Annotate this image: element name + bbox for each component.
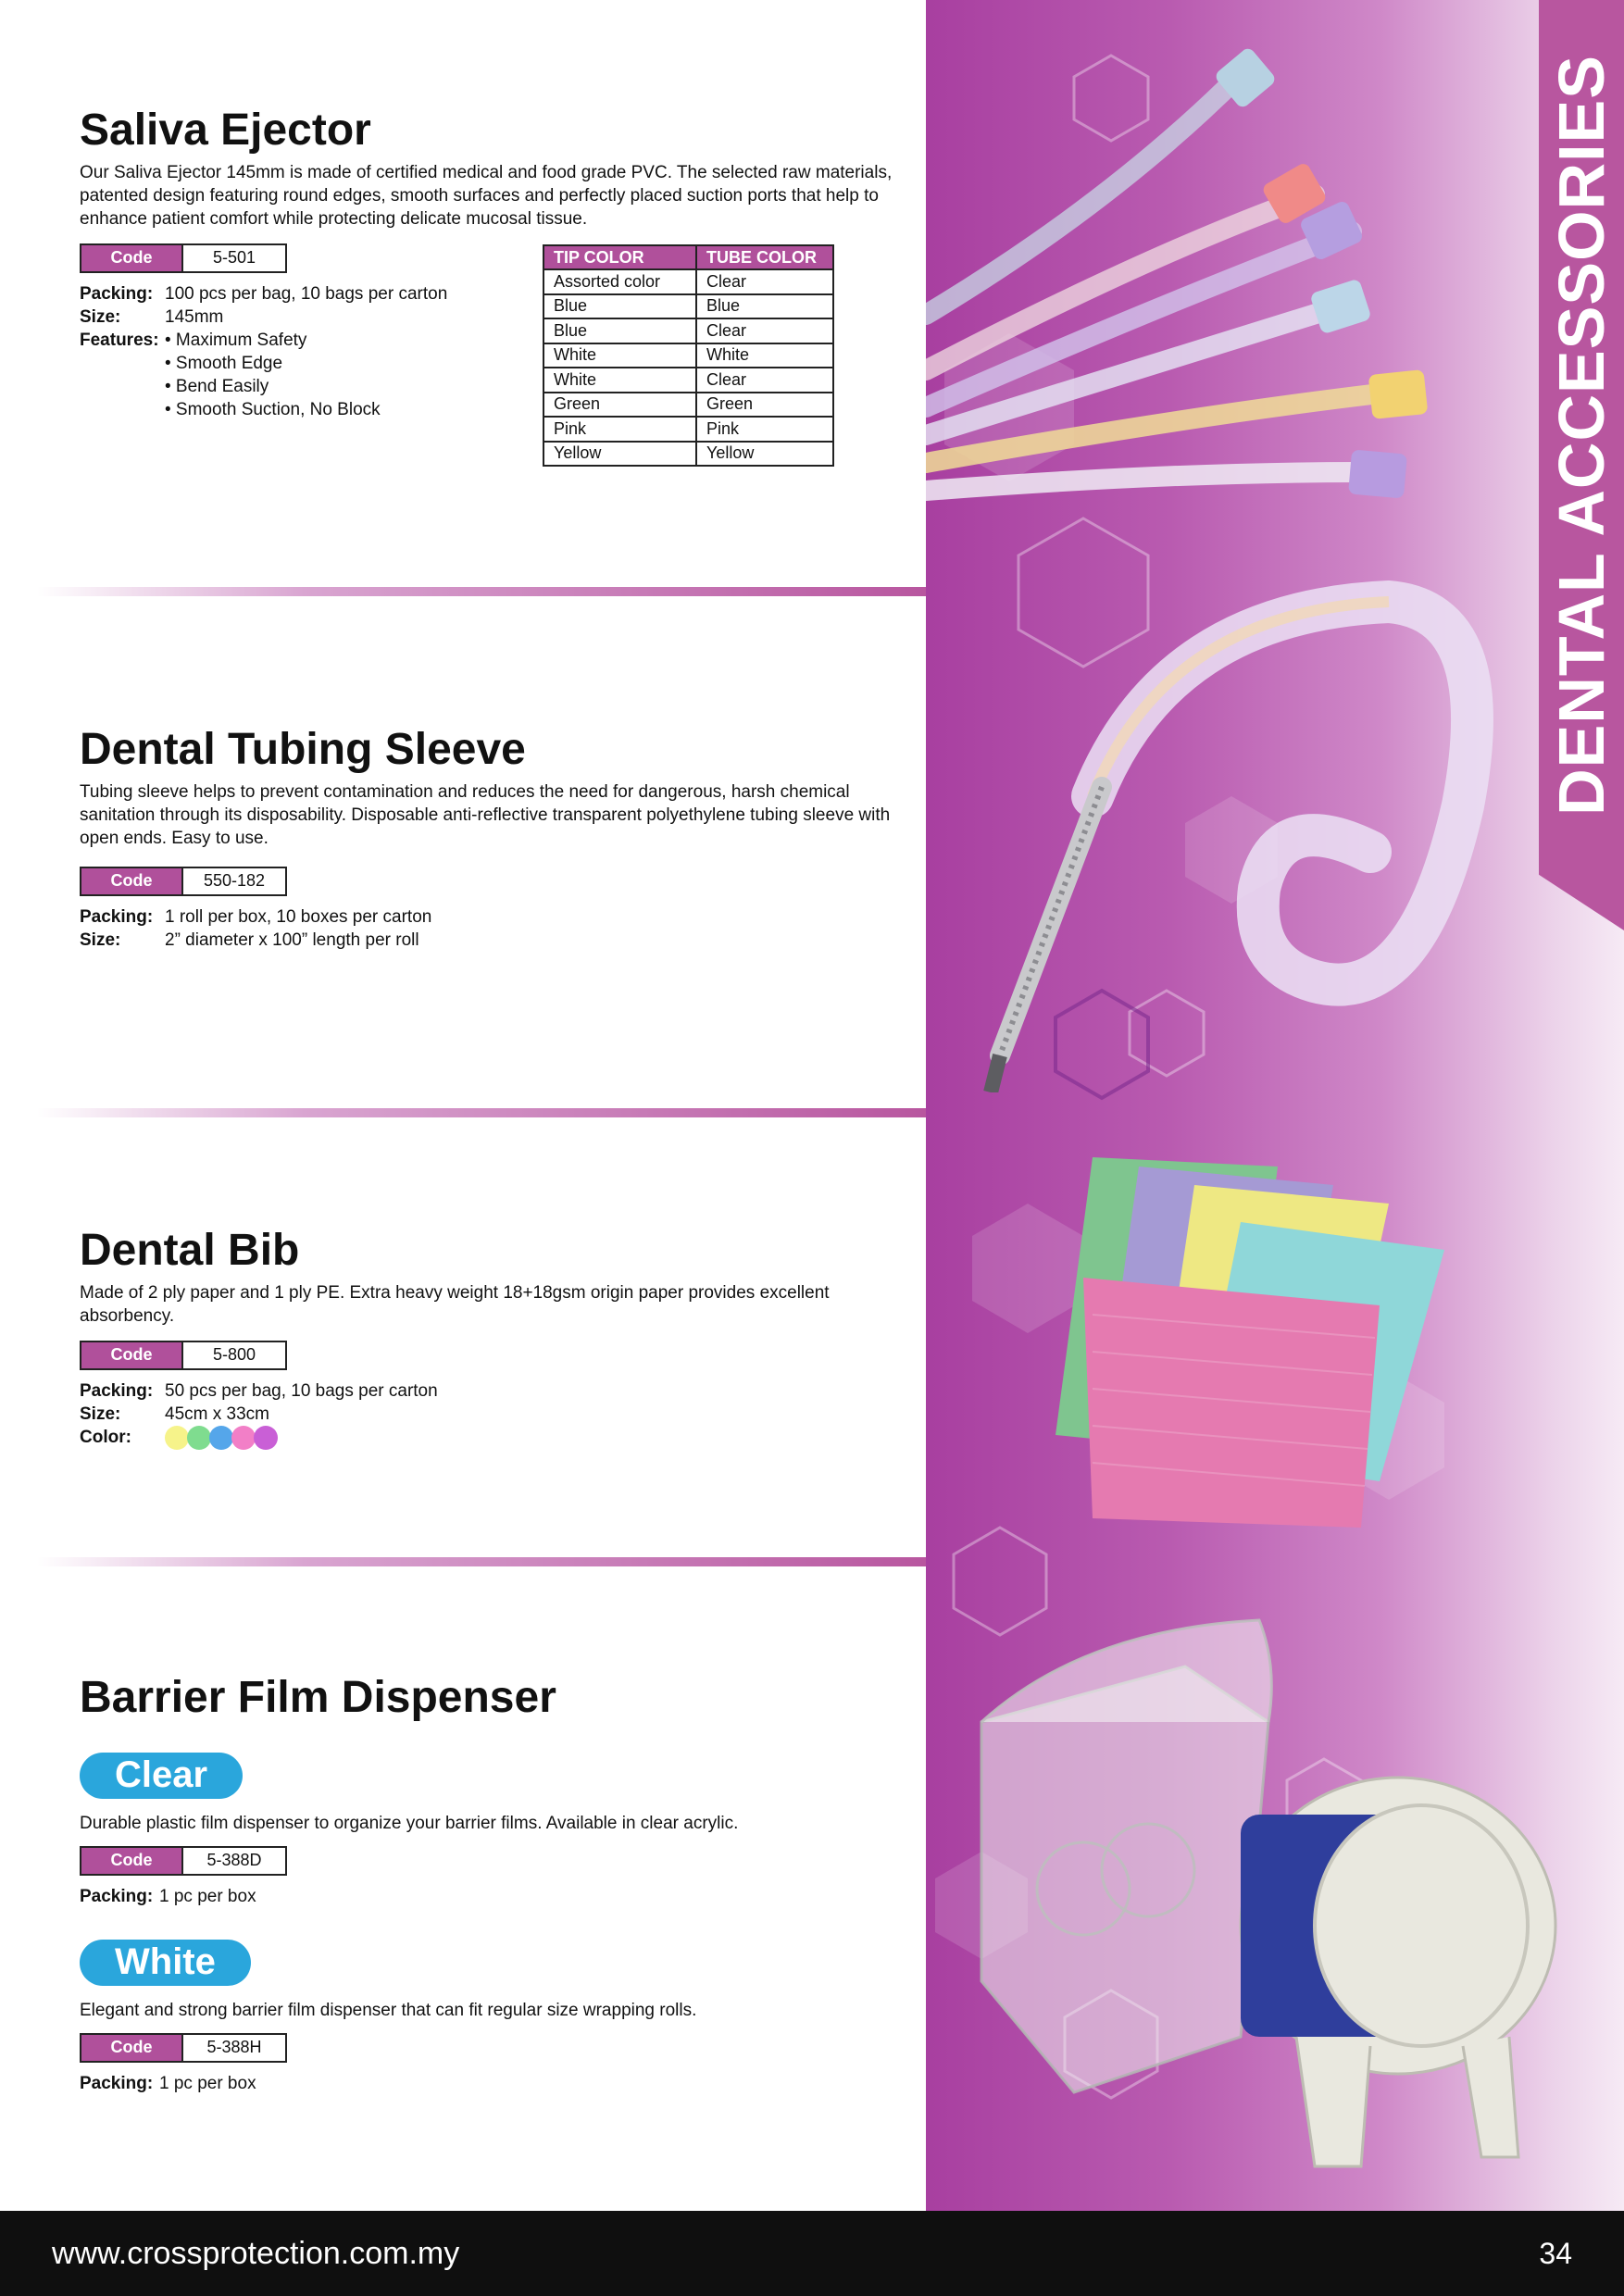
table-cell: Yellow [696,442,833,467]
spec-key: Size: [80,306,121,327]
spec-key: Packing: [80,1886,154,1906]
table-row [543,269,833,294]
feature-item: • Smooth Edge [165,353,283,373]
spec-packing [80,905,913,929]
color-swatch [209,1426,233,1450]
table-header-row [543,245,833,269]
spec-key: Size: [80,1404,121,1424]
spec-key: Color: [80,1427,131,1447]
table-cell: Assorted color [543,269,696,294]
page-number: 34 [1539,2236,1572,2270]
dental-bib-description: Made of 2 ply paper and 1 ply PE. Extra heavy weight 18+18gsm origin paper provides excellent absorbency. [80,1282,830,1326]
product-code-box [80,1341,913,1370]
table-row [543,343,833,368]
table-cell: Green [696,393,833,418]
spec-value: 100 pcs per bag, 10 bags per carton [165,283,448,304]
saliva-ejector-description: Our Saliva Ejector 145mm is made of certified medical and food grade PVC. The selected raw materials, patented design featuring round edges, smooth surfaces and perfectly placed suction ports that help to enhance patient comfort while protecting delicate mucosal tissue. [80,162,893,229]
code-label: Code [80,867,183,896]
side-banner-label: DENTAL ACCESSORIES [1545,55,1618,816]
code-label: Code [80,1846,183,1876]
feature-item: • Maximum Safety [165,330,307,350]
table-cell: Clear [696,368,833,393]
spec-value: 45cm x 33cm [165,1404,269,1424]
tubing-sleeve-illustration [981,574,1500,1092]
spec-key: Packing: [80,283,154,304]
variant-pill-white: White [80,1940,251,1986]
spec-packing [80,1885,913,1908]
feature-item: • Smooth Suction, No Block [165,399,381,419]
tubing-sleeve-title: Dental Tubing Sleeve [80,725,526,774]
spec-key: Packing: [80,1380,154,1401]
table-row [543,368,833,393]
table-cell: Blue [696,294,833,319]
color-swatch [165,1426,189,1450]
tubing-sleeve-description: Tubing sleeve helps to prevent contamination and reduces the need for dangerous, harsh chemical sanitation through its disposability. Disposable anti-reflective transparent polyethylene tubing sleeve with open ends. Easy to use. [80,781,891,848]
table-header: TUBE COLOR [696,245,833,269]
feature-item: • Bend Easily [165,376,269,396]
tubing-sleeve-section [80,726,913,952]
code-label: Code [80,2033,183,2063]
table-row [543,294,833,319]
spec-value: 1 pc per box [159,1886,256,1906]
variant-clear [80,1753,913,1908]
variant-clear-description: Durable plastic film dispenser to organize your barrier films. Available in clear acrylic. [80,1813,739,1833]
dental-bib-title: Dental Bib [80,1226,300,1275]
spec-list [80,1885,913,1908]
code-value: 550-182 [183,867,287,896]
spec-value: 145mm [165,306,224,327]
code-label: Code [80,243,183,273]
spec-list [80,1379,913,1450]
variant-white [80,1940,913,2095]
spec-value: 1 pc per box [159,2073,256,2093]
spec-key: Features: [80,330,159,350]
code-value: 5-388D [183,1846,287,1876]
spec-key: Packing: [80,906,154,927]
saliva-ejector-illustration [926,37,1500,518]
variant-white-description: Elegant and strong barrier film dispenser that can fit regular size wrapping rolls. [80,2000,697,2020]
spec-packing [80,1379,913,1403]
table-row [543,318,833,343]
barrier-film-dispenser-section [80,1674,913,2095]
table-cell: Blue [543,318,696,343]
table-header: TIP COLOR [543,245,696,269]
table-cell: Blue [543,294,696,319]
table-cell: Pink [543,417,696,442]
table-row [543,442,833,467]
section-divider [37,587,926,596]
code-value: 5-800 [183,1341,287,1370]
variant-pill-clear: Clear [80,1753,243,1799]
section-divider [37,1108,926,1117]
spec-size [80,1403,913,1426]
table-cell: Green [543,393,696,418]
spec-list [80,2072,913,2095]
table-cell: Clear [696,269,833,294]
spec-packing [80,2072,913,2095]
code-label: Code [80,1341,183,1370]
table-cell: Yellow [543,442,696,467]
dental-bib-illustration [1056,1148,1500,1537]
table-cell: Pink [696,417,833,442]
saliva-ejector-title: Saliva Ejector [80,106,371,155]
section-divider [37,1557,926,1566]
product-code-box [80,1846,913,1876]
table-cell: Clear [696,318,833,343]
code-value: 5-501 [183,243,287,273]
dental-bib-section [80,1227,913,1450]
spec-value: 50 pcs per bag, 10 bags per carton [165,1380,438,1401]
color-table [543,244,834,467]
spec-key: Size: [80,930,121,950]
product-code-box [80,867,913,896]
color-swatch [231,1426,256,1450]
spec-color [80,1426,913,1450]
page-footer [0,2211,1624,2296]
spec-key: Packing: [80,2073,154,2093]
table-row [543,417,833,442]
spec-size [80,929,913,952]
table-cell: White [543,343,696,368]
spec-list [80,905,913,952]
color-swatches [165,1426,913,1450]
barrier-film-dispenser-illustration [963,1611,1574,2194]
color-swatch [187,1426,211,1450]
spec-value: 1 roll per box, 10 boxes per carton [165,906,432,927]
website-link[interactable]: www.crossprotection.com.my [52,2235,460,2271]
table-row [543,393,833,418]
product-code-box [80,2033,913,2063]
table-cell: White [696,343,833,368]
spec-value: 2” diameter x 100” length per roll [165,930,419,950]
color-swatch [254,1426,278,1450]
barrier-film-dispenser-title: Barrier Film Dispenser [80,1673,556,1722]
code-value: 5-388H [183,2033,287,2063]
table-cell: White [543,368,696,393]
